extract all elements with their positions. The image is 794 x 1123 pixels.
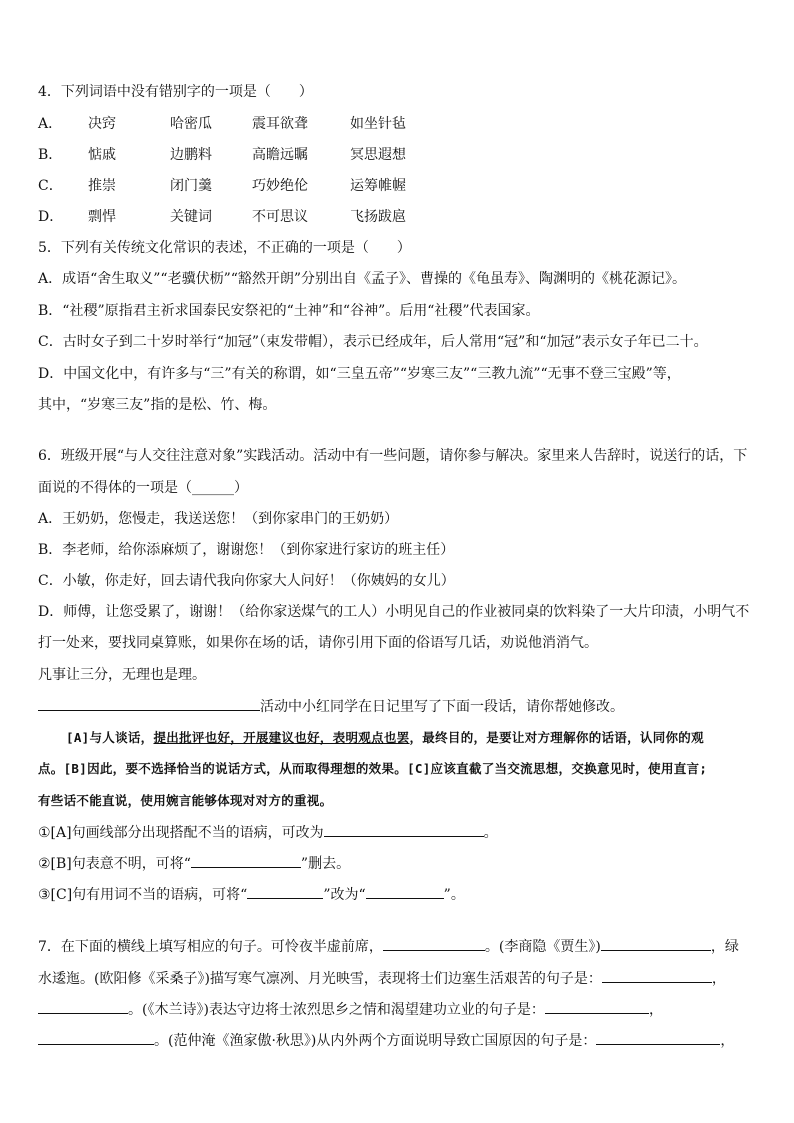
passage-underlined-text: 提出批评也好，开展建议也好，表明观点也罢 (153, 730, 410, 745)
sub-question-text: ”。 (443, 887, 465, 903)
q5-option-d-line1: D．中国文化中，有许多与“三”有关的称谓，如“三皇五帝”“岁寒三友”“三教九流”“无事不登三宝殿”等， (38, 366, 681, 382)
q7-text: 7．在下面的横线上填写相应的句子。可怜夜半虚前席， (38, 939, 383, 955)
option-word: 决窍 (88, 116, 116, 132)
q7-line4 (38, 1030, 734, 1051)
passage-text: [A]与人谈话， (66, 730, 154, 745)
answer-blank[interactable] (247, 884, 323, 899)
sub-question-text: ”改为“ (323, 887, 366, 903)
q6-sub3 (38, 884, 465, 905)
answer-blank[interactable] (601, 936, 711, 951)
option-word: 惦戚 (88, 147, 116, 163)
option-word: 推崇 (88, 178, 116, 194)
q7-line1 (38, 936, 739, 957)
sub-question-text: ”删去。 (300, 856, 351, 872)
q7-text: 。(李商隐《贾生》) (484, 939, 601, 955)
q7-line2 (38, 968, 726, 989)
option-word: 哈密瓜 (170, 116, 212, 132)
answer-blank[interactable] (366, 884, 444, 899)
answer-blank[interactable] (38, 696, 260, 711)
q4-option-a (38, 114, 406, 134)
q6-sub2 (38, 853, 350, 874)
sub-question-text: ①[A]句画线部分出现搭配不当的语病，可改为 (38, 825, 324, 841)
q7-text: 。(《木兰诗》)表达守边将士浓烈思乡之情和渴望建功立业的句子是： (128, 1002, 545, 1018)
q7-line3 (38, 999, 663, 1020)
answer-blank[interactable] (38, 999, 128, 1014)
q7-text: ，绿 (710, 939, 739, 955)
sub-question-text: ②[B]句表意不明，可将“ (38, 856, 191, 872)
answer-blank[interactable] (545, 999, 649, 1014)
q6-diary-intro-line (38, 696, 624, 717)
q6-option-b: B．李老师，给你添麻烦了，谢谢您！（到你家进行家访的班主任） (38, 542, 455, 558)
option-letter: D． (38, 209, 64, 225)
option-word: 剽悍 (88, 209, 116, 225)
q5-stem: 5．下列有关传统文化常识的表述，不正确的一项是（ ） (38, 240, 411, 256)
option-word: 高瞻远瞩 (252, 147, 308, 163)
q6-option-d-line1: D．师傅，让您受累了，谢谢！（给你家送煤气的工人）小明见自己的作业被同桌的饮料染了一大片印渍，小明气不 (38, 604, 750, 620)
q5-option-c: C．古时女子到二十岁时举行“加冠”（束发带帽），表示已经成年，后人常用“冠”和“加冠”表示女子年已二十。 (38, 334, 708, 350)
answer-blank[interactable] (38, 1030, 154, 1045)
option-word: 飞扬跋扈 (350, 209, 406, 225)
answer-blank[interactable] (191, 853, 301, 868)
answer-blank[interactable] (602, 968, 712, 983)
q5-option-d-line2: 其中，“岁寒三友”指的是松、竹、梅。 (38, 397, 277, 413)
q7-text: ， (711, 971, 726, 987)
option-word: 巧妙绝伦 (252, 178, 308, 194)
option-word: 闭门羹 (170, 178, 212, 194)
q6-stem-line1: 6．班级开展“与人交往注意对象”实践活动。活动中有一些问题，请你参与解决。家里来人告辞时，说送行的话，下 (38, 448, 748, 464)
q6-option-a: A．王奶奶，您慢走，我送送您！（到你家串门的王奶奶） (38, 511, 399, 527)
q6-option-c: C．小敏，你走好，回去请代我向你家大人问好！（你姨妈的女儿） (38, 573, 455, 589)
q4-option-b (38, 145, 406, 165)
q4-option-c (38, 176, 406, 196)
q7-text: ， (720, 1033, 735, 1049)
q6-passage-line1 (66, 728, 704, 748)
option-word: 边鹏料 (170, 147, 212, 163)
q5-option-b: B．“社稷”原指君主祈求国泰民安祭祀的“土神”和“谷神”。后用“社稷”代表国家。 (38, 303, 540, 319)
q6-passage-line2: 点。[B]因此，要不选择恰当的说话方式，从而取得理想的效果。[C]应该直截了当交流思想，交换意见时，使用直言; (38, 761, 708, 776)
q4-option-d (38, 207, 406, 227)
option-word: 如坐针毡 (350, 116, 406, 132)
q6-stem-line2: 面说的不得体的一项是（______） (38, 480, 248, 496)
q6-proverb: 凡事让三分，无理也是理。 (38, 667, 206, 683)
answer-blank[interactable] (383, 936, 485, 951)
q6-passage-line3: 有些话不能直说，使用婉言能够体现对对方的重视。 (38, 793, 333, 808)
sub-question-text: ③[C]句有用词不当的语病，可将“ (38, 887, 248, 903)
passage-text: ，最终目的，是要让对方理解你的话语，认同你的观 (409, 730, 704, 745)
option-word: 运筹帷幄 (350, 178, 406, 194)
answer-blank[interactable] (324, 822, 484, 837)
q7-text: ， (648, 1002, 663, 1018)
option-word: 不可思议 (252, 209, 308, 225)
q7-text: 。(范仲淹《渔家傲·秋思》)从内外两个方面说明导致亡国原因的句子是： (154, 1033, 597, 1049)
answer-blank[interactable] (596, 1030, 720, 1045)
option-word: 震耳欲聋 (252, 116, 308, 132)
option-letter: A． (38, 116, 63, 132)
q6-sub1: ①[A]句画线部分出现搭配不当的语病，可改为 。 (38, 822, 498, 843)
q5-option-a: A．成语“舍生取义”“老骥伏枥”“豁然开朗”分别出自《孟子》、曹操的《龟虽寿》、陶渊明的《桃花源记》。 (38, 271, 687, 287)
q4-stem: 4．下列词语中没有错别字的一项是（ ） (38, 84, 313, 100)
option-letter: C． (38, 178, 63, 194)
q6-diary-intro: 活动中小红同学在日记里写了下面一段话，请你帮她修改。 (260, 699, 624, 715)
q7-text: 水逶迤。(欧阳修《采桑子》)描写寒气凛冽、月光映雪，表现将士们边塞生活艰苦的句子是： (38, 971, 602, 987)
q6-option-d-line2: 打一处来，要找同桌算账，如果你在场的话，请你引用下面的俗语写几话，劝说他消消气。 (38, 635, 598, 651)
option-word: 冥思遐想 (350, 147, 406, 163)
option-letter: B． (38, 147, 63, 163)
option-word: 关键词 (170, 209, 212, 225)
